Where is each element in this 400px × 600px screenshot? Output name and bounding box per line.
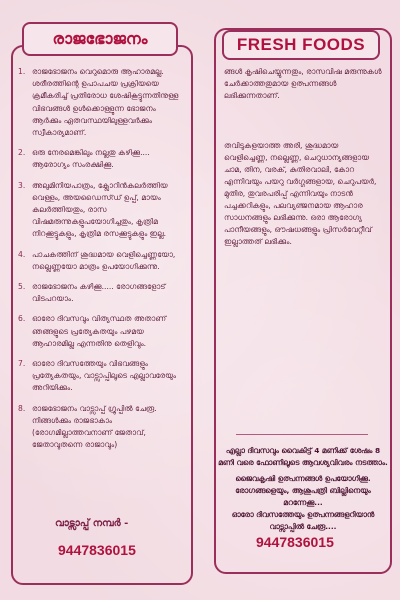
- whatsapp-join-notice: ഓരോ ദിവസത്തേയും ഉത്പന്നങ്ങളറിയാൻ വാട്സാപ്പിൽ ചേരൂ....: [231, 510, 375, 531]
- fresh-foods-products: തവിടുകളയാത്ത അരി, ശുദ്ധമായ വെളിച്ചെണ്ണ, നല്ലെണ്ണ, ചെറുധാന്യങ്ങളായ ചാമ, തിന, വരക്, കുതിരവാലി, കോറ എന്നിവയും പയറു വർഗ്ഗങ്ങളായ, ചെറുപയർ, മുതിര, തുവരപരിപ്പ് എന്നിവയും നാടൻ പച്ചക്കറികളും, പലവ്യഞ്ജനമായ ആഹാര സാധനങ്ങളും ലഭിക്കുന്നു. ഒരാ ആരോഗ്യ പാനീയങ്ങളും, ഔഷധങ്ങളും പ്രിസർവേറ്റീവ് ഇല്ലാത്തത് ലഭിക്കും.: [224, 141, 377, 246]
- list-item: 6. ഓരോ ദിവസവും വിത്യസ്ഥത അതാണ് ഞങ്ങളുടെ പ്രത്യേകതയും പഴമയ ആഹാരമില്ല എന്നതിനു തെളിവും.: [18, 314, 167, 348]
- order-timing-notice: എല്ലാ ദിവസവും വൈകിട്ട് 4 മണിക്ക് ശേഷം 8 മണി വരെ ഫോണിലൂടെ ആവശ്യവിവരം നടത്താം.: [218, 446, 388, 467]
- list-item: 3. അലുമിനിയപാത്രം, ക്ലോറിൻകലർത്തിയ വെള്ളം, അയഡൈസ്ഡ് ഉപ്പ്, മായം കലർത്തിയതും, രാസ വിഷമരുന്നുകളുപയോഗിച്ചതും, കൃത്രിമ നിറക്കൂട്ടുകളും, കൃത്രിമ രസക്കൂട്ടുകളും ഇല്ല.: [18, 180, 168, 239]
- left-panel-title: രാജഭോജനം: [22, 22, 178, 56]
- list-item: 8. രാജഭോജനം വാട്സാപ്പ് ഗ്രൂപ്പിൽ ചേരൂ. നിങ്ങൾക്കും രാജഭാകാം (രോഗമില്ലാത്തവനാണ് ജേതാവ്, ജേതാവുതന്നെ രാജാവും): [18, 403, 157, 450]
- list-item: 1. രാജഭോജനം വെറുമൊരു ആഹാരമല്ല. ശരീരത്തിന്റെ ഉപാപചയ പ്രക്രിയയെ ക്രമീകരിച്ച് പ്രതിരോധ ശേഷികൂട്ടുന്നതിനുള്ള വിഭവങ്ങൾ ഉൾക്കൊള്ളുന്ന ഭോജനം ആർക്കും ഏതവസ്ഥയിലുള്ളവർക്കും സ്വീകാര്യമാണ്.: [18, 67, 179, 138]
- phone-number-left: 9447836015: [58, 542, 136, 558]
- list-item: 5. രാജഭോജനം കഴിക്കൂ..... രോഗങ്ങളോട് വിടപറയാം.: [18, 282, 166, 304]
- rajabhojanam-list: [18, 66, 186, 459]
- phone-number-right: 9447836015: [256, 534, 334, 550]
- organic-produce-notice: ജൈവകൃഷി ഉത്പന്നങ്ങൾ ഉപയോഗിക്കൂ. രോഗങ്ങളെയും, ആശുപത്രി ബില്ലിനെയും മറന്നേക്കൂ...: [235, 474, 371, 507]
- divider: [236, 434, 368, 435]
- list-item: 7. ഓരോ ദിവസത്തേയും വിഭവങ്ങളും പ്രത്യേകതയും, വാട്സാപ്പിലൂടെ എല്ലാവരേയും അറിയിക്കും.: [18, 359, 177, 393]
- whatsapp-number-label: വാട്സാപ്പ് നമ്പർ -: [55, 518, 129, 529]
- list-item: 4. പാചകത്തിന് ശുദ്ധമായ വെളിച്ചെണ്ണയോ, നല്ലെണ്ണയോ മാത്രം ഉപയോഗിക്കുന്നു.: [18, 249, 176, 271]
- list-item: 2. ഒരു നേരമെങ്കിലും നല്ലതു കഴിക്കൂ.... ആരോഗ്യം സംരക്ഷിക്കൂ.: [18, 148, 150, 170]
- right-panel-title: FRESH FOODS: [222, 30, 380, 60]
- fresh-foods-intro: ങ്ങൾ കൃഷിചെയ്യുന്നതും, രാസവിഷ മരുന്നുകൾ ചേർക്കാത്തതുമായ ഉത്പന്നങ്ങൾ ലഭിക്കുന്നതാണ്.: [224, 67, 382, 100]
